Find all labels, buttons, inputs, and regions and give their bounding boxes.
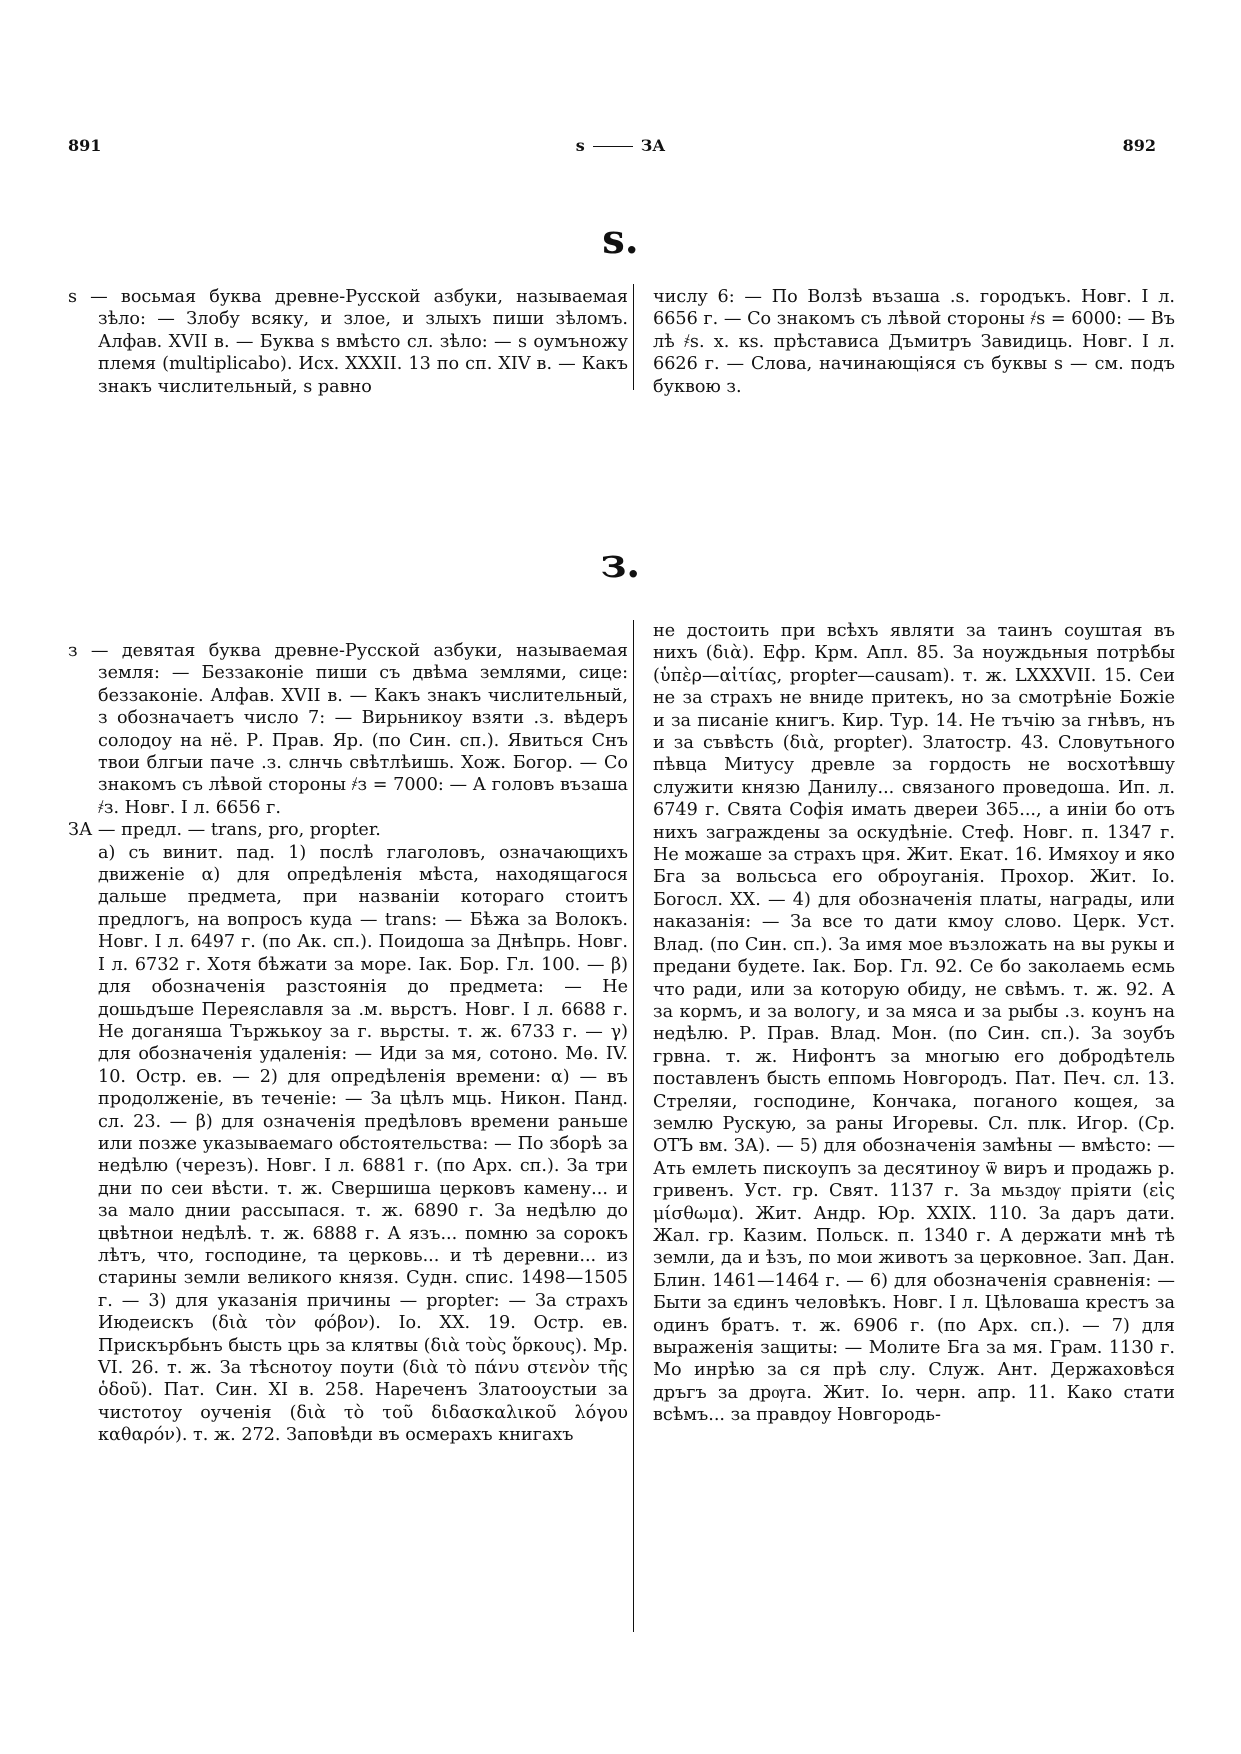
- right-page-number: 892: [1122, 136, 1156, 155]
- za-entry-continuation: не достоить при всѣхъ являти за таинъ соуштая въ нихъ (διὰ). Ефр. Крм. Апл. 85. За ноуждьныя потрѣбы (ὑπὲρ—αἰτίας, propter—causam). т. ж. LXXXVII. 15. Сеи не за страхъ не вниде притекъ, но за смотрѣніе Божіе и за писаніе книгъ. Кир. Тур. 14. Не тъчію за гнѣвъ, нъ и за съвѣсть (διὰ, propter). Златостр. 43. Словутьного пѣвца Митусу древле за гордость не восхотѣвшу служити князю Данилу... связаного проведоша. Ип. л. 6749 г. Свята Софія имать двереи 365..., а иніи бо отъ нихъ заграждены за оскудѣніе. Стеф. Новг. п. 1347 г. Не можаше за страхъ цря. Жит. Екат. 16. Имяхоу и яко Бга за вольсьса его оброуганія. Прохор. Жит. Іо. Богосл. XX. — 4) для обозначенія платы, награды, или наказанія: — За все то дати кмоу слово. Церк. Уст. Влад. (по Син. сп.). За имя мое възложать на вы рукы и предани будете. Іак. Бор. Гл. 92. Се бо заколаемь есмь что ради, или за которую обиду, не свѣмъ. т. ж. 92. А за кормъ, и за вологу, и за мяса и за рыбы .з. коунъ на недѣлю. Р. Прав. Влад. Мон. (по Син. сп.). За зоубъ грвна. т. ж. Нифонтъ за многыю его добродѣтель поставленъ бысть еппомь Новгородъ. Пат. Печ. сл. 13. Стреляи, господине, Кончака, поганого кощея, за землю Рускую, за раны Игоревы. Сл. плк. Игор. (Ср. ОТЪ вм. ЗА). — 5) для обозначенія замѣны — вмѣсто: — Ать емлеть пискоупъ за десятиноу ѿ виръ и продажь р. гривенъ. Уст. гр. Свят. 1137 г. За мьздѹ пріяти (εἰς μίσθωμα). Жит. Андр. Юр. XXIX. 110. За даръ дати. Жал. гр. Казим. Польск. п. 1340 г. А держати мнѣ тѣ земли, да и ѣзъ, по мои животъ за церковное. Зап. Дан. Блин. 1461—1464 г. — 6) для обозначенія сравненія: — Быти за єдинъ человѣкъ. Новг. I л. Цѣловаша крестъ за одинъ братъ. т. ж. 6906 г. (по Арх. сп.). — 7) для выраженія защиты: — Молите Бга за мя. Грам. 1130 г. Мо инрѣю за ся прѣ слу. Служ. Ант. Держаховѣся дръгъ за дрѹга. Жит. Іо. черн. апр. 11. Како стати всѣмъ... за правдоу Новгородь-: [653, 621, 1175, 1426]
- running-head-dash: [593, 146, 633, 147]
- dzelo-continuation-text: числу 6: — По Волзѣ възаша .ѕ. городъкъ. Новг. I л. 6656 г. — Со знакомъ съ лѣвой стороны ҂ѕ = 6000: — Въ лѣ ҂ѕ. х. кѕ. прѣстависа Дъмитръ Завидиць. Новг. I л. 6626 г. — Слова, начинающіяся съ буквы ѕ — см. подъ буквою з.: [653, 287, 1175, 397]
- dzelo-left-column: [68, 286, 628, 398]
- dzelo-entry-text: ѕ — восьмая буква древне-Русской азбуки, называемая зѣло: — Злобу всяку, и злое, и злыхъ пиши зѣломъ. Алфав. XVII в. — Буква ѕ вмѣсто сл. зѣло: — ѕ оумъножу племя (multiplicabo). Исх. XXXII. 13 по сп. XIV в. — Какъ знакъ числительный, ѕ равно: [68, 287, 628, 397]
- left-page-number: 891: [68, 136, 102, 155]
- column-rule-2: [633, 620, 634, 1632]
- column-rule-1: [633, 284, 634, 390]
- zemlya-left-column: [68, 640, 628, 1447]
- section-heading-zemlya: з.: [600, 540, 641, 587]
- section-heading-dzelo: ѕ.: [602, 216, 639, 263]
- running-head: [0, 136, 1241, 155]
- zemlya-right-column: [653, 620, 1175, 1427]
- running-head-from: ѕ: [575, 136, 585, 155]
- zemlya-entry-text: з — девятая буква древне-Русской азбуки, называемая земля: — Беззаконіе пиши съ двѣма землями, сице: беззаконіе. Алфав. XVII в. — Какъ знакъ числительный, з обозначаетъ число 7: — Вирьникоу взяти .з. вѣдеръ солодоу на нё. Р. Прав. Яр. (по Син. сп.). Явиться Снъ твои блгыи паче .з. слнчь свѣтлѣишь. Хож. Богор. — Со знакомъ съ лѣвой стороны ҂з = 7000: — А головъ възаша ҂з. Новг. I л. 6656 г.: [68, 641, 628, 818]
- za-entry-headword: ЗА — предл. — trans, pro, propter.: [68, 820, 381, 841]
- running-head-to: ЗА: [640, 136, 666, 155]
- za-entry-body: а) съ винит. пад. 1) послѣ глаголовъ, означающихъ движеніе α) для опредѣленія мѣста, находящагося дальше предмета, при названіи котораго стоитъ предлогъ, на вопросъ куда — trans: — Бѣжа за Волокъ. Новг. I л. 6497 г. (по Ак. сп.). Поидоша за Днѣпрь. Новг. I л. 6732 г. Хотя бѣжати за море. Іак. Бор. Гл. 100. — β) для обозначенія разстоянія до предмета: — Не дошьдъше Переяславля за .м. вьрстъ. Новг. I л. 6688 г. Не доганяша Тържькоу за г. вьрсты. т. ж. 6733 г. — γ) для обозначенія удаленія: — Иди за мя, сотоно. Мѳ. IV. 10. Остр. ев. — 2) для опредѣленія времени: α) — въ продолженіе, въ теченіе: — За цѣлъ мць. Никон. Панд. сл. 23. — β) для означенія предѣловъ времени раньше или позже указываемаго обстоятельства: — По зборѣ за недѣлю (черезъ). Новг. I л. 6881 г. (по Арх. сп.). За три дни по сеи вѣсти. т. ж. Свершиша церковъ камену... и за мало днии рассыпася. т. ж. 6890 г. За недѣлю до цвѣтнои недѣлѣ. т. ж. 6888 г. А язъ... помню за сорокъ лѣтъ, что, господине, та церковь... и тѣ деревни... из старины земли великого князя. Судн. спис. 1498—1505 г. — 3) для указанія причины — propter: — За страхъ Июдеискъ (διὰ τὸν φόβον). Іо. XX. 19. Остр. ев. Прискърбьнъ бысть црь за клятвы (διὰ τοὺς ὅρκους). Мр. VI. 26. т. ж. За тѣснотоу поути (διὰ τὸ πάνυ στενὸν τῆς ὁδοῦ). Пат. Син. XI в. 258. Нареченъ Златооустыи за чистотоу оученія (διὰ τὸ τοῦ διδασκαλικοῦ λόγου καθαρόν). т. ж. 272. Заповѣди въ осмерахъ книгахъ: [98, 842, 628, 1446]
- dzelo-right-column: [653, 286, 1175, 398]
